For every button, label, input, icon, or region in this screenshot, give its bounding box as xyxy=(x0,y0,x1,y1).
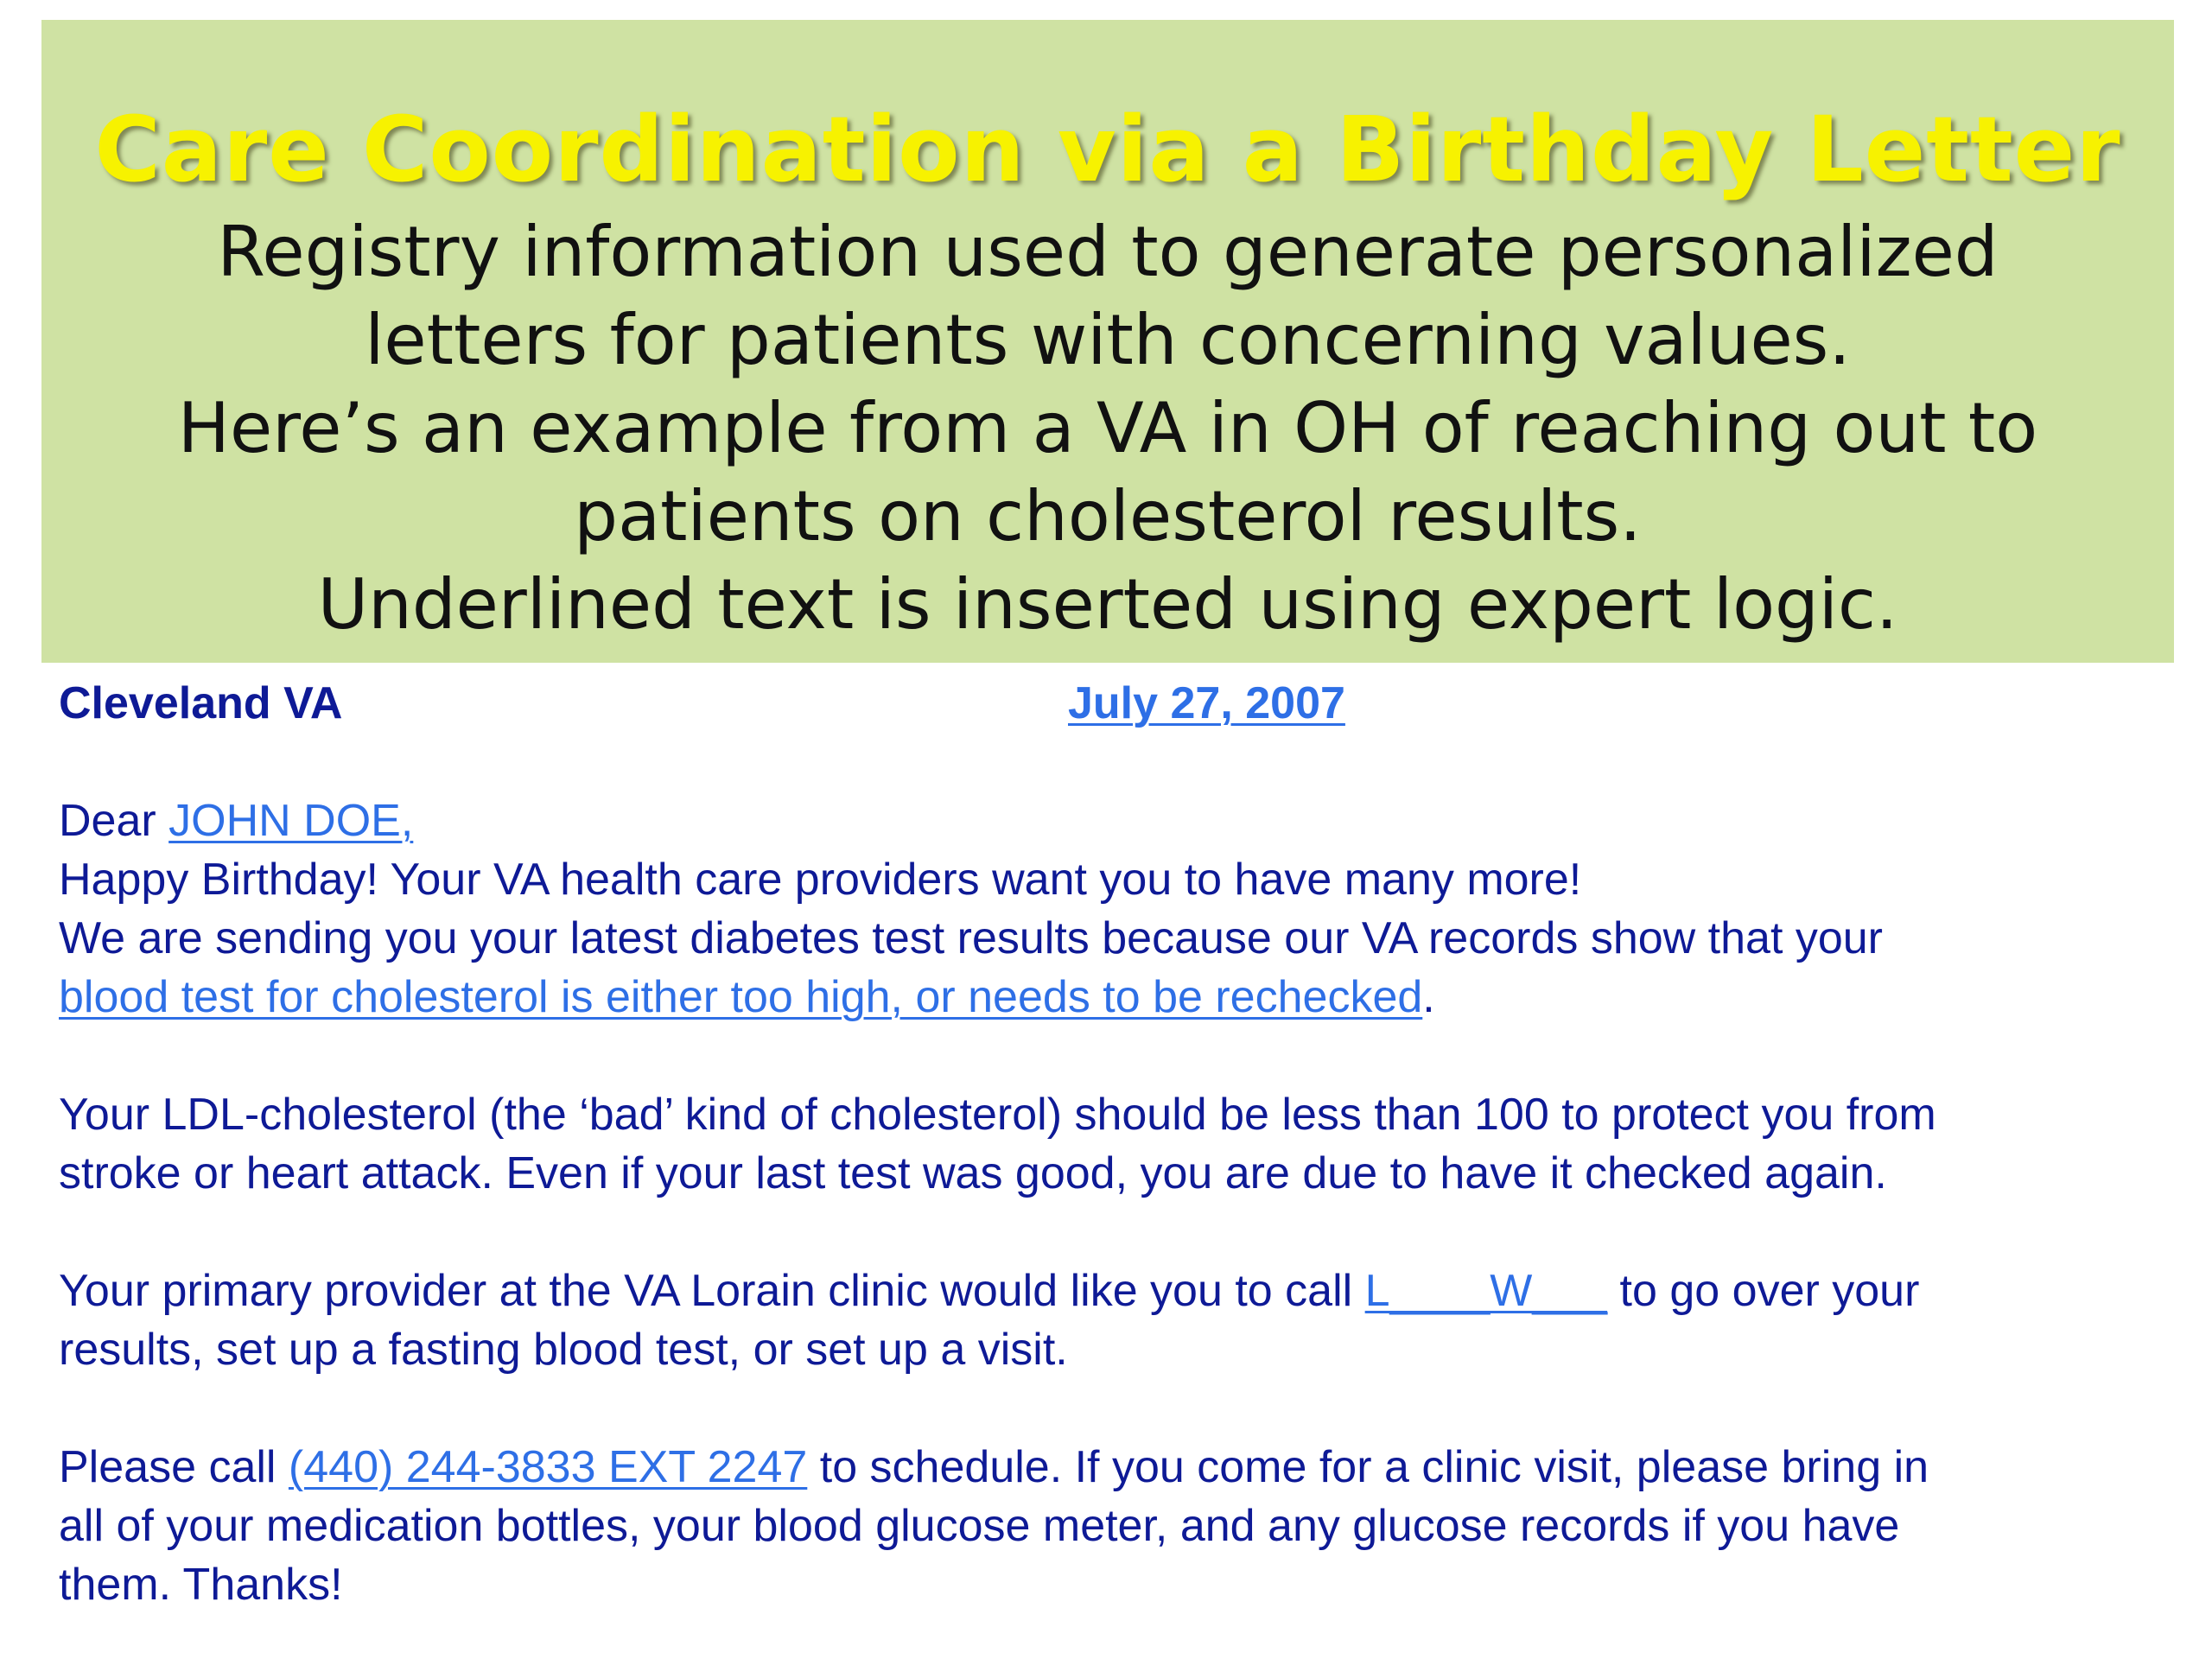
call-suffix: to schedule. If you come for a clinic visit, please bring in xyxy=(807,1442,1929,1492)
result-line xyxy=(59,968,2167,1027)
spacer xyxy=(59,1203,2167,1262)
ldl-line-1: Your LDL-cholesterol (the ‘bad’ kind of cholesterol) should be less than 100 to protect you from xyxy=(59,1090,1936,1140)
greeting-prefix: Dear xyxy=(59,796,169,846)
ldl-line-2: stroke or heart attack. Even if your last test was good, you are due to have it checked again. xyxy=(59,1148,1887,1198)
provider-suffix: to go over your xyxy=(1607,1266,1920,1316)
result-phrase: blood test for cholesterol is either too high, or needs to be rechecked xyxy=(59,972,1423,1022)
title-banner xyxy=(41,20,2174,663)
letter-date: July 27, 2007 xyxy=(1068,678,1345,728)
provider-line-1 xyxy=(59,1262,2167,1320)
spacer xyxy=(59,740,2167,791)
sender-name: Cleveland VA xyxy=(59,678,343,728)
letter-header xyxy=(59,674,2167,740)
birthday-letter xyxy=(59,674,2167,1614)
provider-line-2: results, set up a fasting blood test, or set up a visit. xyxy=(59,1325,1068,1375)
spacer xyxy=(59,1379,2167,1438)
banner-line-5: Underlined text is inserted using expert logic. xyxy=(317,564,1898,645)
banner-line-2: letters for patients with concerning values. xyxy=(365,300,1851,380)
birthday-line: Happy Birthday! Your VA health care providers want you to have many more! xyxy=(59,855,1582,905)
banner-line-4: patients on cholesterol results. xyxy=(574,476,1642,556)
spacer xyxy=(59,1027,2167,1085)
provider-prefix: Your primary provider at the VA Lorain clinic would like you to call xyxy=(59,1266,1365,1316)
banner-line-3: Here’s an example from a VA in OH of reaching out to xyxy=(177,388,2038,468)
banner-line-1: Registry information used to generate personalized xyxy=(217,212,1999,292)
greeting-line xyxy=(59,791,2167,850)
call-line-3: them. Thanks! xyxy=(59,1560,343,1610)
provider-name: L____W___ xyxy=(1364,1266,1608,1316)
call-prefix: Please call xyxy=(59,1442,289,1492)
call-line-1 xyxy=(59,1438,2167,1497)
patient-name: JOHN DOE, xyxy=(168,796,414,846)
call-line-2: all of your medication bottles, your blood glucose meter, and any glucose records if you have xyxy=(59,1501,1900,1551)
phone-number: (440) 244-3833 EXT 2247 xyxy=(288,1442,808,1492)
banner-title: Care Coordination via a Birthday Letter xyxy=(94,97,2121,202)
sending-line: We are sending you your latest diabetes test results because our VA records show that your xyxy=(59,913,1884,963)
result-suffix: . xyxy=(1422,972,1435,1022)
